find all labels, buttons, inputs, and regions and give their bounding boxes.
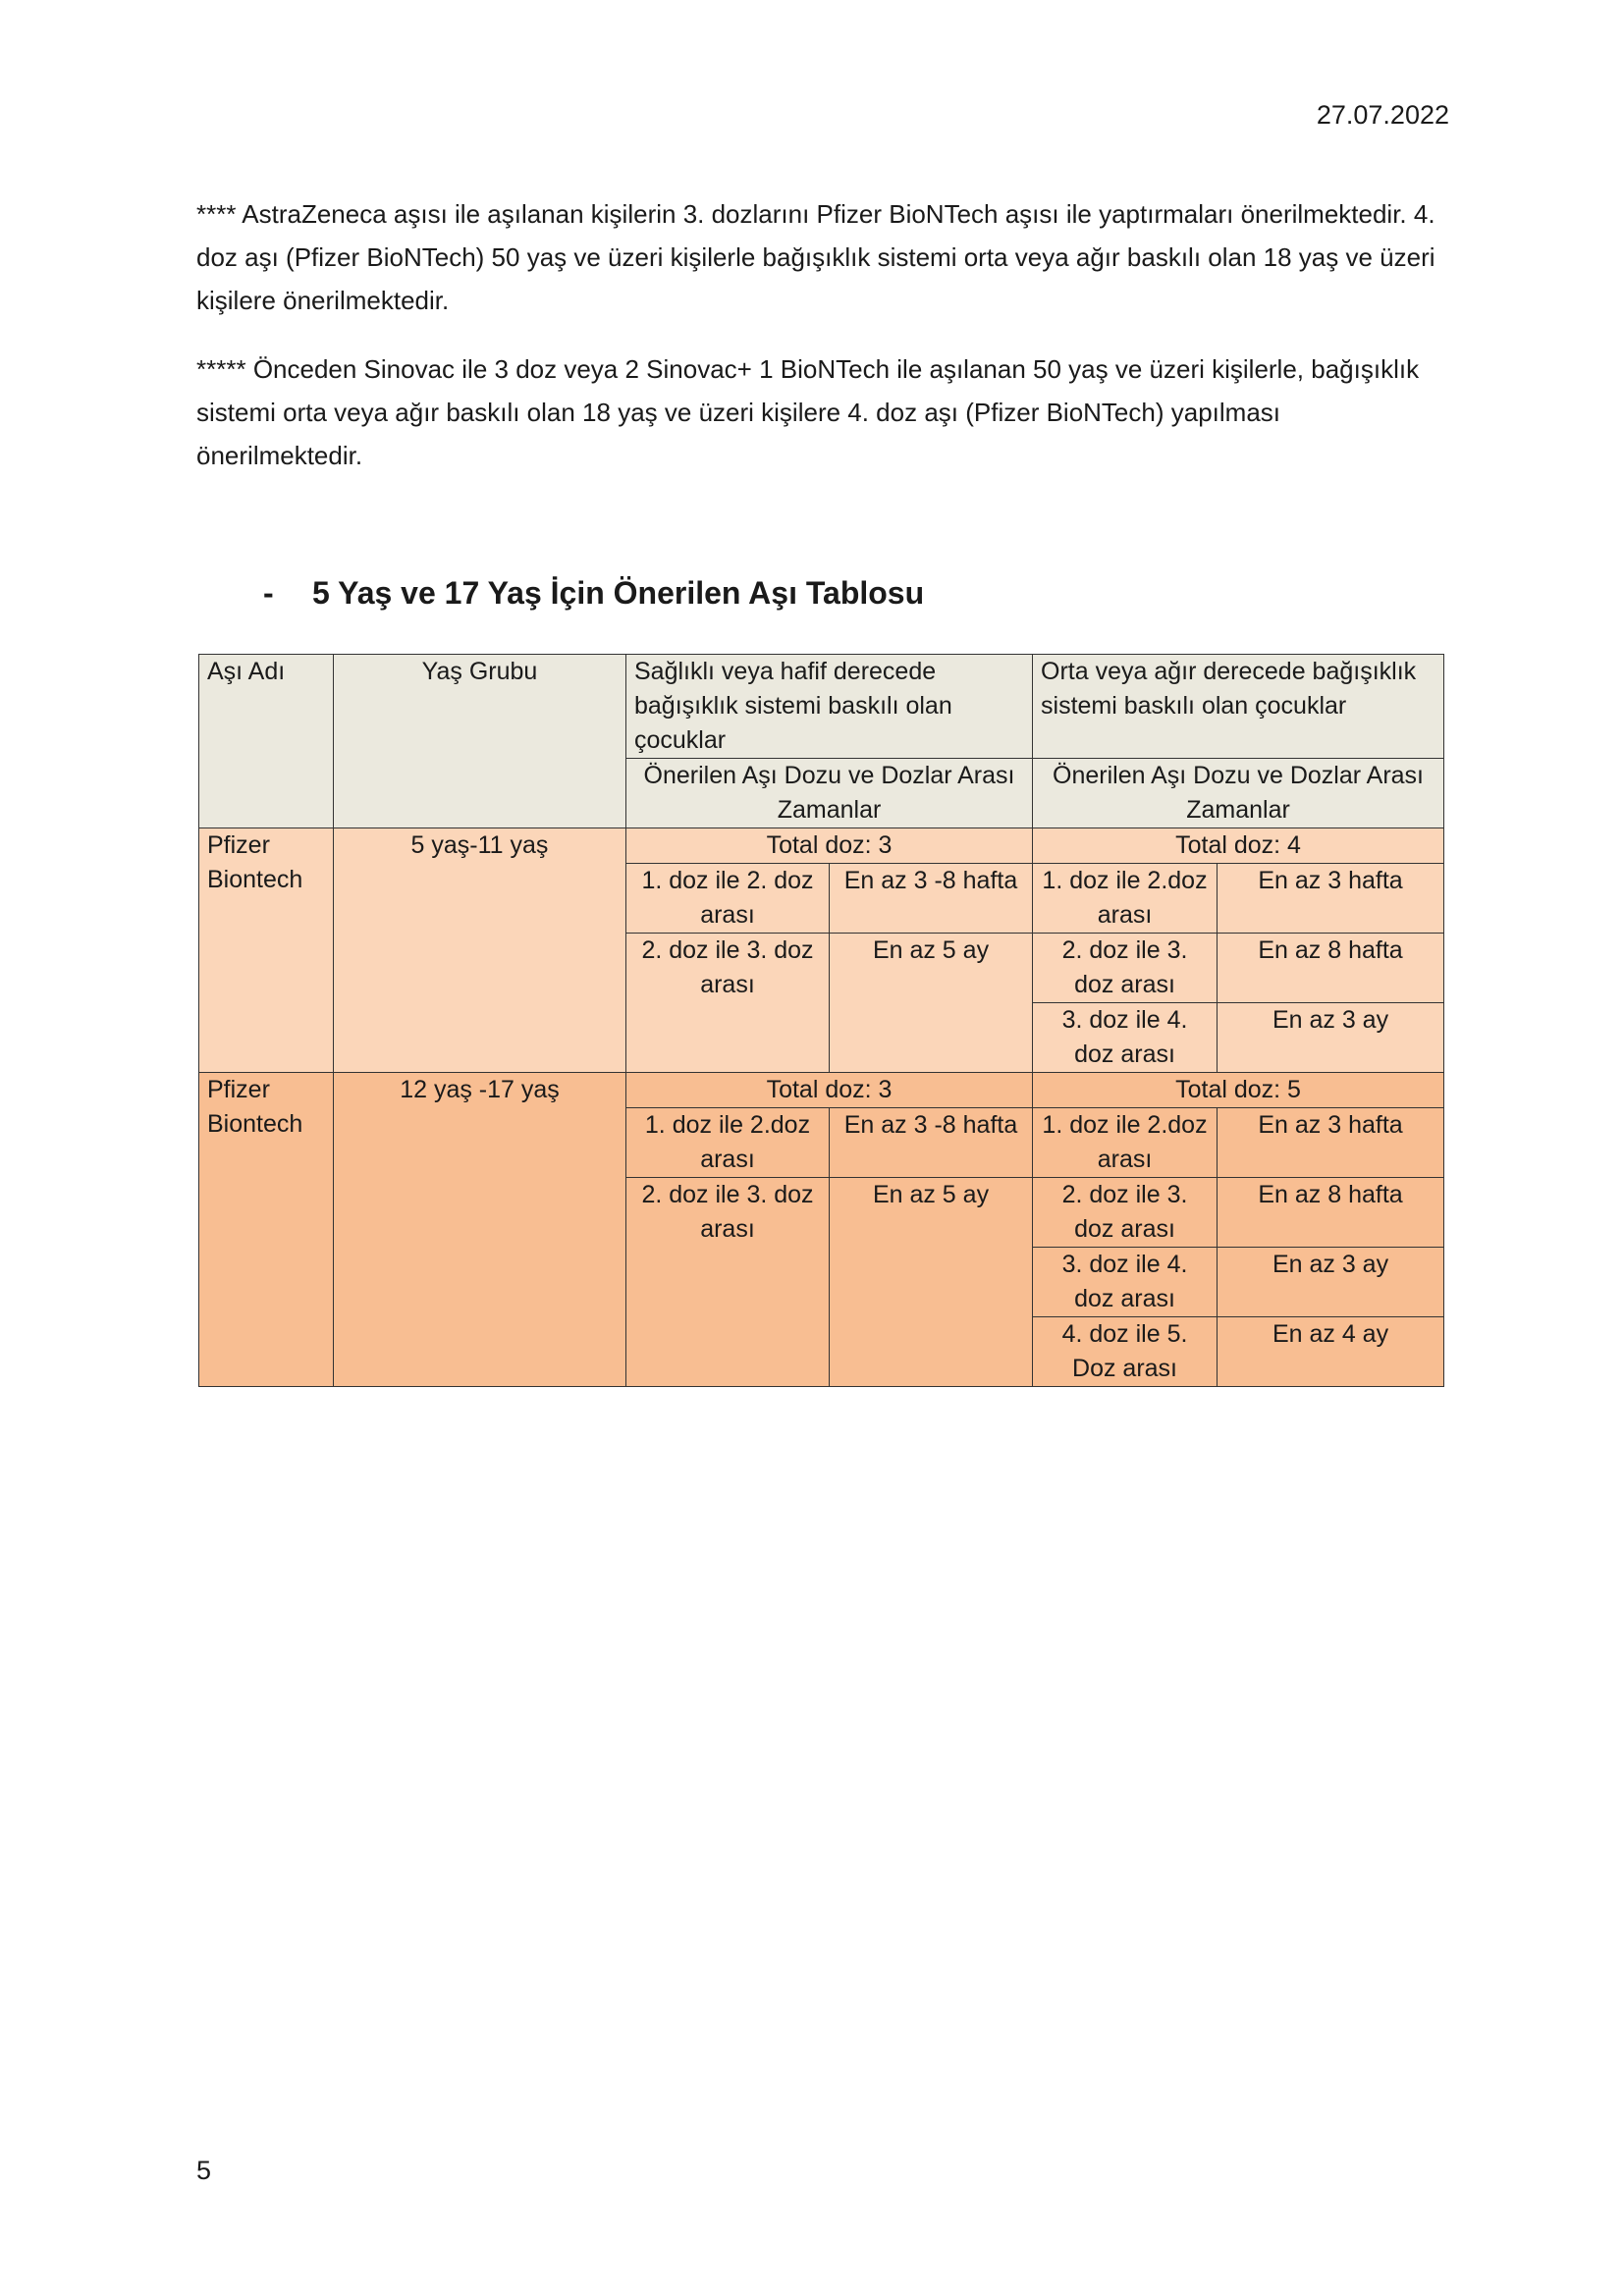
immuno-time: En az 8 hafta: [1218, 1178, 1444, 1248]
healthy-interval: 1. doz ile 2. doz arası: [626, 864, 830, 934]
section-title-text: 5 Yaş ve 17 Yaş İçin Önerilen Aşı Tablosu: [312, 575, 925, 611]
immuno-interval: 2. doz ile 3. doz arası: [1033, 1178, 1218, 1248]
header-vaccine-name: Aşı Adı: [199, 655, 334, 828]
age-group-cell: 5 yaş-11 yaş: [334, 828, 626, 1073]
immuno-interval: 1. doz ile 2.doz arası: [1033, 1108, 1218, 1178]
healthy-interval: 1. doz ile 2.doz arası: [626, 1108, 830, 1178]
healthy-time: En az 3 -8 hafta: [830, 1108, 1033, 1178]
immuno-interval: 3. doz ile 4. doz arası: [1033, 1248, 1218, 1317]
page-date: 27.07.2022: [1316, 100, 1449, 130]
healthy-total-dose: Total doz: 3: [626, 1073, 1033, 1108]
age-group-cell: 12 yaş -17 yaş: [334, 1073, 626, 1387]
immuno-time: En az 3 ay: [1218, 1003, 1444, 1073]
header-healthy-children: Sağlıklı veya hafif derecede bağışıklık sistemi baskılı olan çocuklar: [626, 655, 1033, 759]
vaccine-schedule-table: [198, 654, 1444, 1387]
table-row: [199, 828, 1444, 864]
vaccine-name-cell: Pfizer Biontech: [199, 1073, 334, 1387]
healthy-time: En az 5 ay: [830, 934, 1033, 1073]
immuno-interval: 1. doz ile 2.doz arası: [1033, 864, 1218, 934]
subheader-healthy-dose: Önerilen Aşı Dozu ve Dozlar Arası Zamanlar: [626, 759, 1033, 828]
immuno-time: En az 3 ay: [1218, 1248, 1444, 1317]
healthy-total-dose: Total doz: 3: [626, 828, 1033, 864]
healthy-time: En az 5 ay: [830, 1178, 1033, 1387]
vaccine-name-cell: Pfizer Biontech: [199, 828, 334, 1073]
immuno-interval: 2. doz ile 3. doz arası: [1033, 934, 1218, 1003]
page-number: 5: [196, 2156, 212, 2185]
immuno-interval: 4. doz ile 5. Doz arası: [1033, 1317, 1218, 1387]
immuno-time: En az 8 hafta: [1218, 934, 1444, 1003]
immuno-interval: 3. doz ile 4. doz arası: [1033, 1003, 1218, 1073]
healthy-interval: 2. doz ile 3. doz arası: [626, 934, 830, 1073]
table-header-row: [199, 655, 1444, 759]
immuno-time: En az 3 hafta: [1218, 864, 1444, 934]
bullet-dash: -: [263, 575, 274, 611]
header-age-group: Yaş Grubu: [334, 655, 626, 828]
immuno-time: En az 4 ay: [1218, 1317, 1444, 1387]
footnote-sinovac: ***** Önceden Sinovac ile 3 doz veya 2 Sinovac+ 1 BioNTech ile aşılanan 50 yaş ve üzeri kişilerle, bağışıklık sistemi orta veya ağır baskılı olan 18 yaş ve üzeri kişilere 4. doz aşı (Pfizer BioNTech) yapılması önerilmektedir.: [196, 354, 1420, 470]
immuno-time: En az 3 hafta: [1218, 1108, 1444, 1178]
table-row: [199, 1073, 1444, 1108]
immuno-total-dose: Total doz: 5: [1033, 1073, 1444, 1108]
header-immunocompromised-children: Orta veya ağır derecede bağışıklık sistemi baskılı olan çocuklar: [1033, 655, 1444, 759]
section-title: [263, 575, 924, 612]
footnote-astrazeneca: **** AstraZeneca aşısı ile aşılanan kişilerin 3. dozlarını Pfizer BioNTech aşısı ile yaptırmaları önerilmektedir. 4. doz aşı (Pfizer BioNTech) 50 yaş ve üzeri kişilerle bağışıklık sistemi orta veya ağır baskılı olan 18 yaş ve üzeri kişilere önerilmektedir.: [196, 199, 1435, 315]
immuno-total-dose: Total doz: 4: [1033, 828, 1444, 864]
healthy-interval: 2. doz ile 3. doz arası: [626, 1178, 830, 1387]
healthy-time: En az 3 -8 hafta: [830, 864, 1033, 934]
subheader-immuno-dose: Önerilen Aşı Dozu ve Dozlar Arası Zamanlar: [1033, 759, 1444, 828]
